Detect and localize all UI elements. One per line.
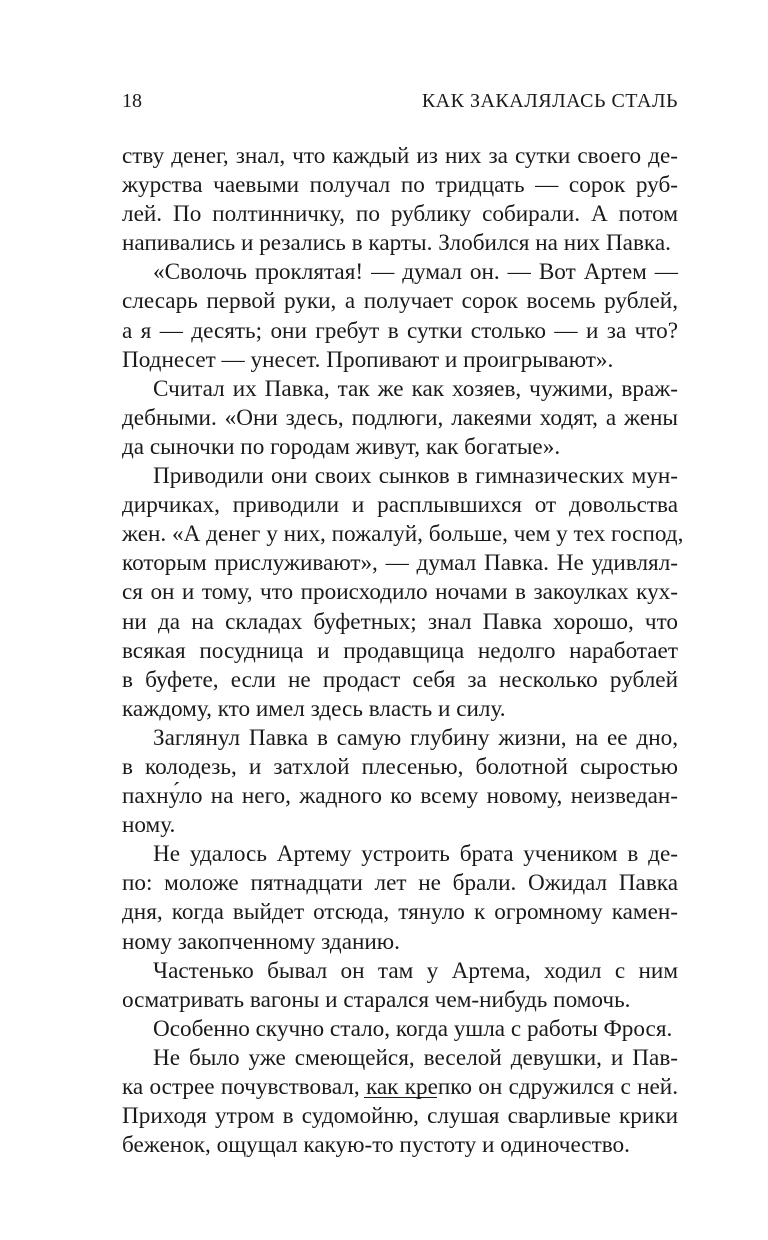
text-line: всякая посудница и продавщица недолго наработает <box>122 637 678 664</box>
text-line: в колодезь, и затхлой плесенью, болотной сыростью <box>122 753 678 780</box>
section-separator <box>364 1097 437 1098</box>
text-line: которым прислуживают», — думал Павка. Не удивлял- <box>122 550 678 577</box>
text-line: «Сволочь проклятая! — думал он. — Вот Артем — <box>153 259 678 286</box>
paragraph <box>122 1015 678 1044</box>
text-line: жен. «А денег у них, пожалуй, больше, чем у тех господ, <box>122 521 684 548</box>
paragraph <box>122 142 678 258</box>
text-line: беженок, ощущал какую-то пустоту и одиночество. <box>122 1132 630 1159</box>
paragraph <box>122 258 678 374</box>
paragraph <box>122 957 678 1015</box>
paragraph <box>122 375 678 462</box>
text-line: Частенько бывал он там у Артема, ходил с ним <box>153 957 678 984</box>
text-line: по: моложе пятнадцати лет не брали. Ожидал Павка <box>122 870 678 897</box>
paragraph <box>122 840 678 956</box>
text-line: Особенно скучно стало, когда ушла с работы Фрося. <box>153 1015 673 1042</box>
text-line: дня, когда выйдет отсюда, тянуло к огромному камен- <box>122 899 678 926</box>
text-line: в буфете, если не продаст себя за несколько рублей <box>122 666 678 693</box>
text-line: Не было уже смеющейся, веселой девушки, и Пав- <box>153 1044 678 1071</box>
text-line: ству денег, знал, что каждый из них за сутки своего де- <box>122 143 678 169</box>
text-line: напивались и резались в карты. Злобился на них Павка. <box>122 230 671 257</box>
text-line: Считал их Павка, так же как хозяев, чужими, враж- <box>153 375 678 402</box>
text-line: Поднесет — унесет. Пропивают и проигрывают». <box>122 346 614 373</box>
text-line: ка острее почувствовал, как крепко он сдружился с ней. <box>122 1074 678 1100</box>
text-line: Приводили они своих сынков в гимназических мун- <box>153 463 678 490</box>
paragraph <box>122 1044 678 1160</box>
text-line: да сыночки по городам живут, как богатые». <box>122 433 561 460</box>
text-line: слесарь первой руки, а получает сорок восемь рублей, <box>122 288 678 315</box>
text-line: осматривать вагоны и старался чем-нибудь помочь. <box>122 986 631 1013</box>
running-title: КАК ЗАКАЛЯЛАСЬ СТАЛЬ <box>421 90 678 112</box>
text-line: а я — десять; они гребут в сутки столько — и за что? <box>122 317 678 344</box>
page-number: 18 <box>122 90 142 112</box>
text-line: дебными. «Они здесь, подлюги, лакеями ходят, а жены <box>122 404 678 431</box>
text-line: каждому, кто имел здесь власть и силу. <box>122 695 506 722</box>
text-line: лей. По полтинничку, по рублику собирали. А потом <box>122 201 678 228</box>
paragraph <box>122 462 684 724</box>
text-line: ся он и тому, что происходило ночами в закоулках кух- <box>122 579 678 606</box>
page-header <box>122 86 678 116</box>
paragraph <box>122 724 678 840</box>
text-line: ни да на складах буфетных; знал Павка хорошо, что <box>122 608 678 635</box>
text-line: пахну́ло на него, жадного ко всему новому, неизведан- <box>122 783 678 810</box>
text-line: ному. <box>122 812 176 839</box>
text-line: дирчиках, приводили и расплывшихся от довольства <box>122 492 678 519</box>
text-line: Не удалось Артему устроить брата учеником в де- <box>153 841 678 868</box>
text-line: Заглянул Павка в самую глубину жизни, на ее дно, <box>153 724 678 751</box>
text-line: Приходя утром в судомойню, слушая сварливые крики <box>122 1103 678 1130</box>
text-line: ному закопченному зданию. <box>122 928 400 955</box>
text-line: журства чаевыми получал по тридцать — сорок руб- <box>122 172 678 199</box>
body-text <box>122 142 684 1160</box>
